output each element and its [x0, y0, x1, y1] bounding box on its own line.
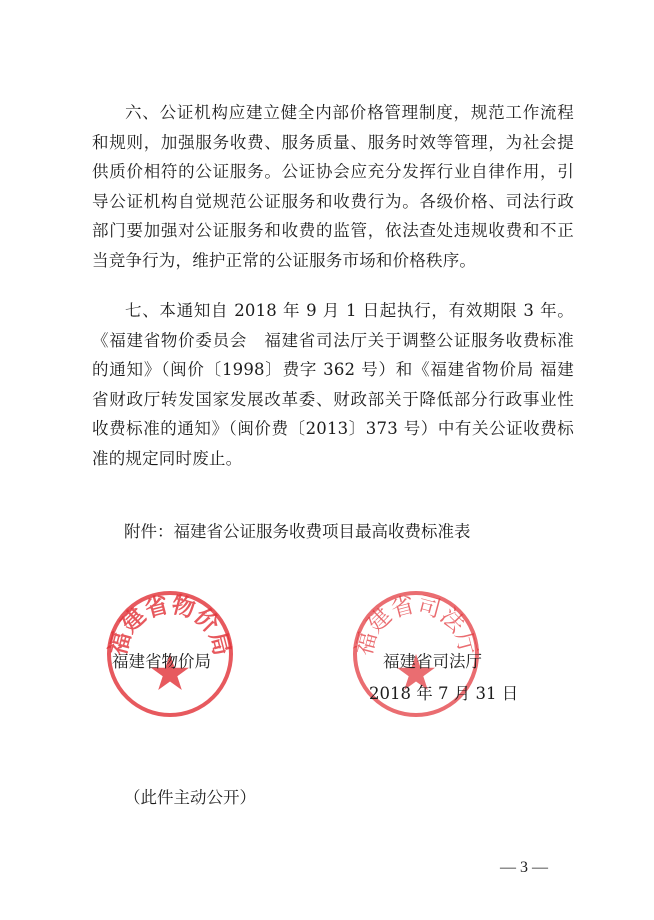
issuer-justice-department: 福建省司法厅	[383, 652, 482, 671]
page-number: — 3 —	[500, 859, 548, 876]
paragraph-six: 六、公证机构应建立健全内部价格管理制度，规范工作流程和规则，加强服务收费、服务质量、服务时效等管理，为社会提供质价相符的公证服务。公证协会应充分发挥行业自律作用，引导公证机构自觉规范公证服务和收费行为。各级价格、司法行政部门要加强对公证服务和收费的监管，依法查处违规收费和不正当竞争行为，维护正常的公证服务市场和价格秩序。	[92, 103, 574, 270]
issuer-price-bureau: 福建省物价局	[112, 652, 211, 671]
signature-date: 2018 年 7 月 31 日	[369, 684, 519, 703]
svg-text:福建省司法厅: 福建省司法厅	[351, 592, 481, 659]
svg-text:福建省物价局: 福建省物价局	[105, 592, 235, 659]
paragraph-seven: 七、本通知自 2018 年 9 月 1 日起执行，有效期限 3 年。《福建省物价委员会 福建省司法厅关于调整公证服务收费标准的通知》（闽价〔1998〕费字 362 号）和《福建省物价局 福建省财政厅转发国家发展改革委、财政部关于降低部分行政事业性收费标准的通知》（闽价费〔2013〕373 号）中有关公证收费标准的规定同时废止。	[92, 301, 574, 468]
attachment-line: 附件：福建省公证服务收费项目最高收费标准表	[124, 522, 471, 541]
disclosure-note: （此件主动公开）	[124, 788, 256, 807]
